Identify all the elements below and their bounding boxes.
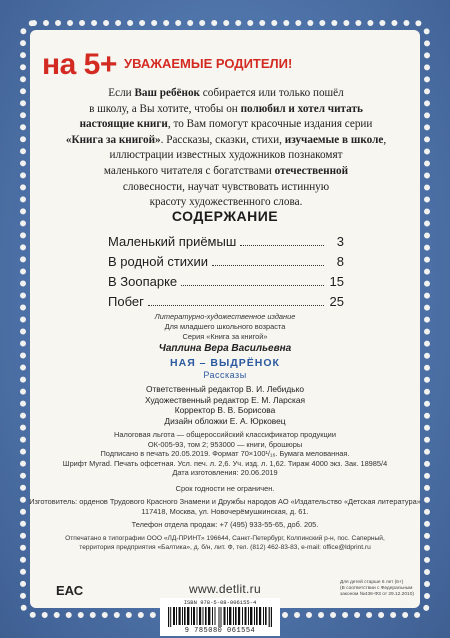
intro-line-5: иллюстрации известных художников познакомят [109, 149, 343, 162]
intro-line-2: в школу, а Вы хотите, чтобы он полюбил и хотел читать [89, 102, 363, 115]
intro-line-3: настоящие книги, то Вам помогут красочные издания серии [79, 118, 373, 131]
tax-line-2: ОК-005-93, том 2; 953000 — книги, брошюры [147, 439, 303, 449]
printer-line-2: территория предприятия «Балтика», д. б/н, лит. Ф, тел. (812) 462-83-83, e-mail: office@ldprint.ru [79, 543, 371, 551]
publisher-url: www.detlit.ru [189, 582, 261, 596]
series-name: Серия «Книга за книгой» [182, 332, 268, 341]
made-date: Дата изготовления: 20.06.2019 [172, 468, 278, 477]
intro-line-1: Если Ваш ребёнок собирается или только пошёл [108, 87, 344, 99]
toc-title: СОДЕРЖАНИЕ [171, 208, 279, 224]
toc-item-title: В родной стихии [108, 254, 209, 269]
intro-line-7: словесности, научат чувствовать истинную [122, 180, 330, 193]
age-rating-note [340, 580, 420, 598]
credits-block [0, 384, 450, 426]
isbn-number: ISBN 978-5-08-006155-4 [183, 599, 257, 606]
signed-line: Подписано в печать 20.05.2019. Формат 70×100¹/₁₆. Бумага мелованная. [100, 449, 350, 458]
toc-item-title: В Зоопарке [108, 274, 178, 289]
toc-dot-leader [181, 285, 324, 286]
toc-item-page: 25 [329, 294, 344, 309]
barcode-digits: 9 785080 061554 [184, 627, 256, 635]
toc-dot-leader [240, 245, 324, 246]
manufacturer-line-1: Изготовитель: орденов Трудового Красного Знамени и Дружбы народов АО «Издательство «Детская литература» [29, 497, 421, 506]
isbn-barcode [160, 598, 280, 636]
credit-art-editor: Художественный редактор Е. М. Ларская [144, 394, 306, 405]
greeting-heading: УВАЖАЕМЫЕ РОДИТЕЛИ! [124, 56, 293, 71]
edition-type: Литературно-художественное издание [154, 312, 296, 321]
toc-item [108, 294, 344, 314]
toc-item-title: Побег [108, 294, 144, 309]
manufacturer-line-2: 117418, Москва, ул. Новочерёмушкинская, д. 61. [141, 506, 309, 516]
toc-dot-leader [212, 265, 324, 266]
toc-item-page: 15 [329, 274, 344, 289]
printer-line-1: Отпечатано в типографии ООО «ЛД-ПРИНТ» 196644, Санкт-Петербург, Колпинский р-н, пос. Саперный, [65, 535, 385, 542]
toc-item-title: Маленький приёмыш [108, 234, 237, 249]
age-note-line-3: законом №436-ФЗ от 29.12.2010) [340, 592, 414, 597]
age-group: Для младшего школьного возраста [164, 322, 286, 331]
book-title: НАЯ – ВЫДРЁНОК [170, 357, 280, 369]
manufacturer-block [0, 497, 450, 516]
toc-item [108, 254, 344, 274]
credit-designer: Дизайн обложки Е. А. Юрковец [164, 415, 286, 426]
toc-item [108, 274, 344, 294]
toc-dot-leader [148, 305, 324, 306]
age-note-line-2: (В соответствии с Федеральным [340, 586, 413, 591]
book-genre: Рассказы [203, 370, 247, 380]
toc-item-page: 3 [336, 234, 344, 249]
shelf-life: Срок годности не ограничен. [175, 484, 275, 493]
age-note-line-1: Для детей старше 6 лет (6+) [340, 580, 404, 585]
tax-line-1: Налоговая льгота — общероссийский классификатор продукции [114, 430, 336, 439]
toc-item [108, 234, 344, 254]
intro-line-8: красоту художественного слова. [149, 196, 303, 209]
credit-corrector: Корректор В. В. Борисова [174, 405, 276, 416]
printer-block [0, 535, 450, 552]
credit-editor: Ответственный редактор В. И. Лебидько [145, 384, 305, 394]
intro-line-6: маленького читателя с богатствами отечественной [103, 164, 349, 177]
sales-phone: Телефон отдела продаж: +7 (495) 933-55-65, доб. 205. [131, 520, 319, 529]
barcode-bars-icon [168, 607, 272, 627]
intro-line-4: «Книга за книгой». Рассказы, сказки, стихи, изучаемые в школе, [65, 133, 387, 146]
table-of-contents [108, 234, 344, 314]
eac-mark-icon: ЕАС [56, 583, 84, 598]
print-details [0, 430, 450, 478]
toc-item-page: 8 [336, 254, 344, 269]
author-name: Чаплина Вера Васильевна [158, 343, 292, 354]
intro-paragraph [48, 86, 404, 211]
font-line: Шрифт Мугаd. Печать офсетная. Усл. печ. л. 2,6. Уч. изд. л. 1,62. Тираж 4000 экз. Зак. 18985/4 [62, 458, 388, 468]
age-badge: на 5+ [42, 48, 117, 81]
